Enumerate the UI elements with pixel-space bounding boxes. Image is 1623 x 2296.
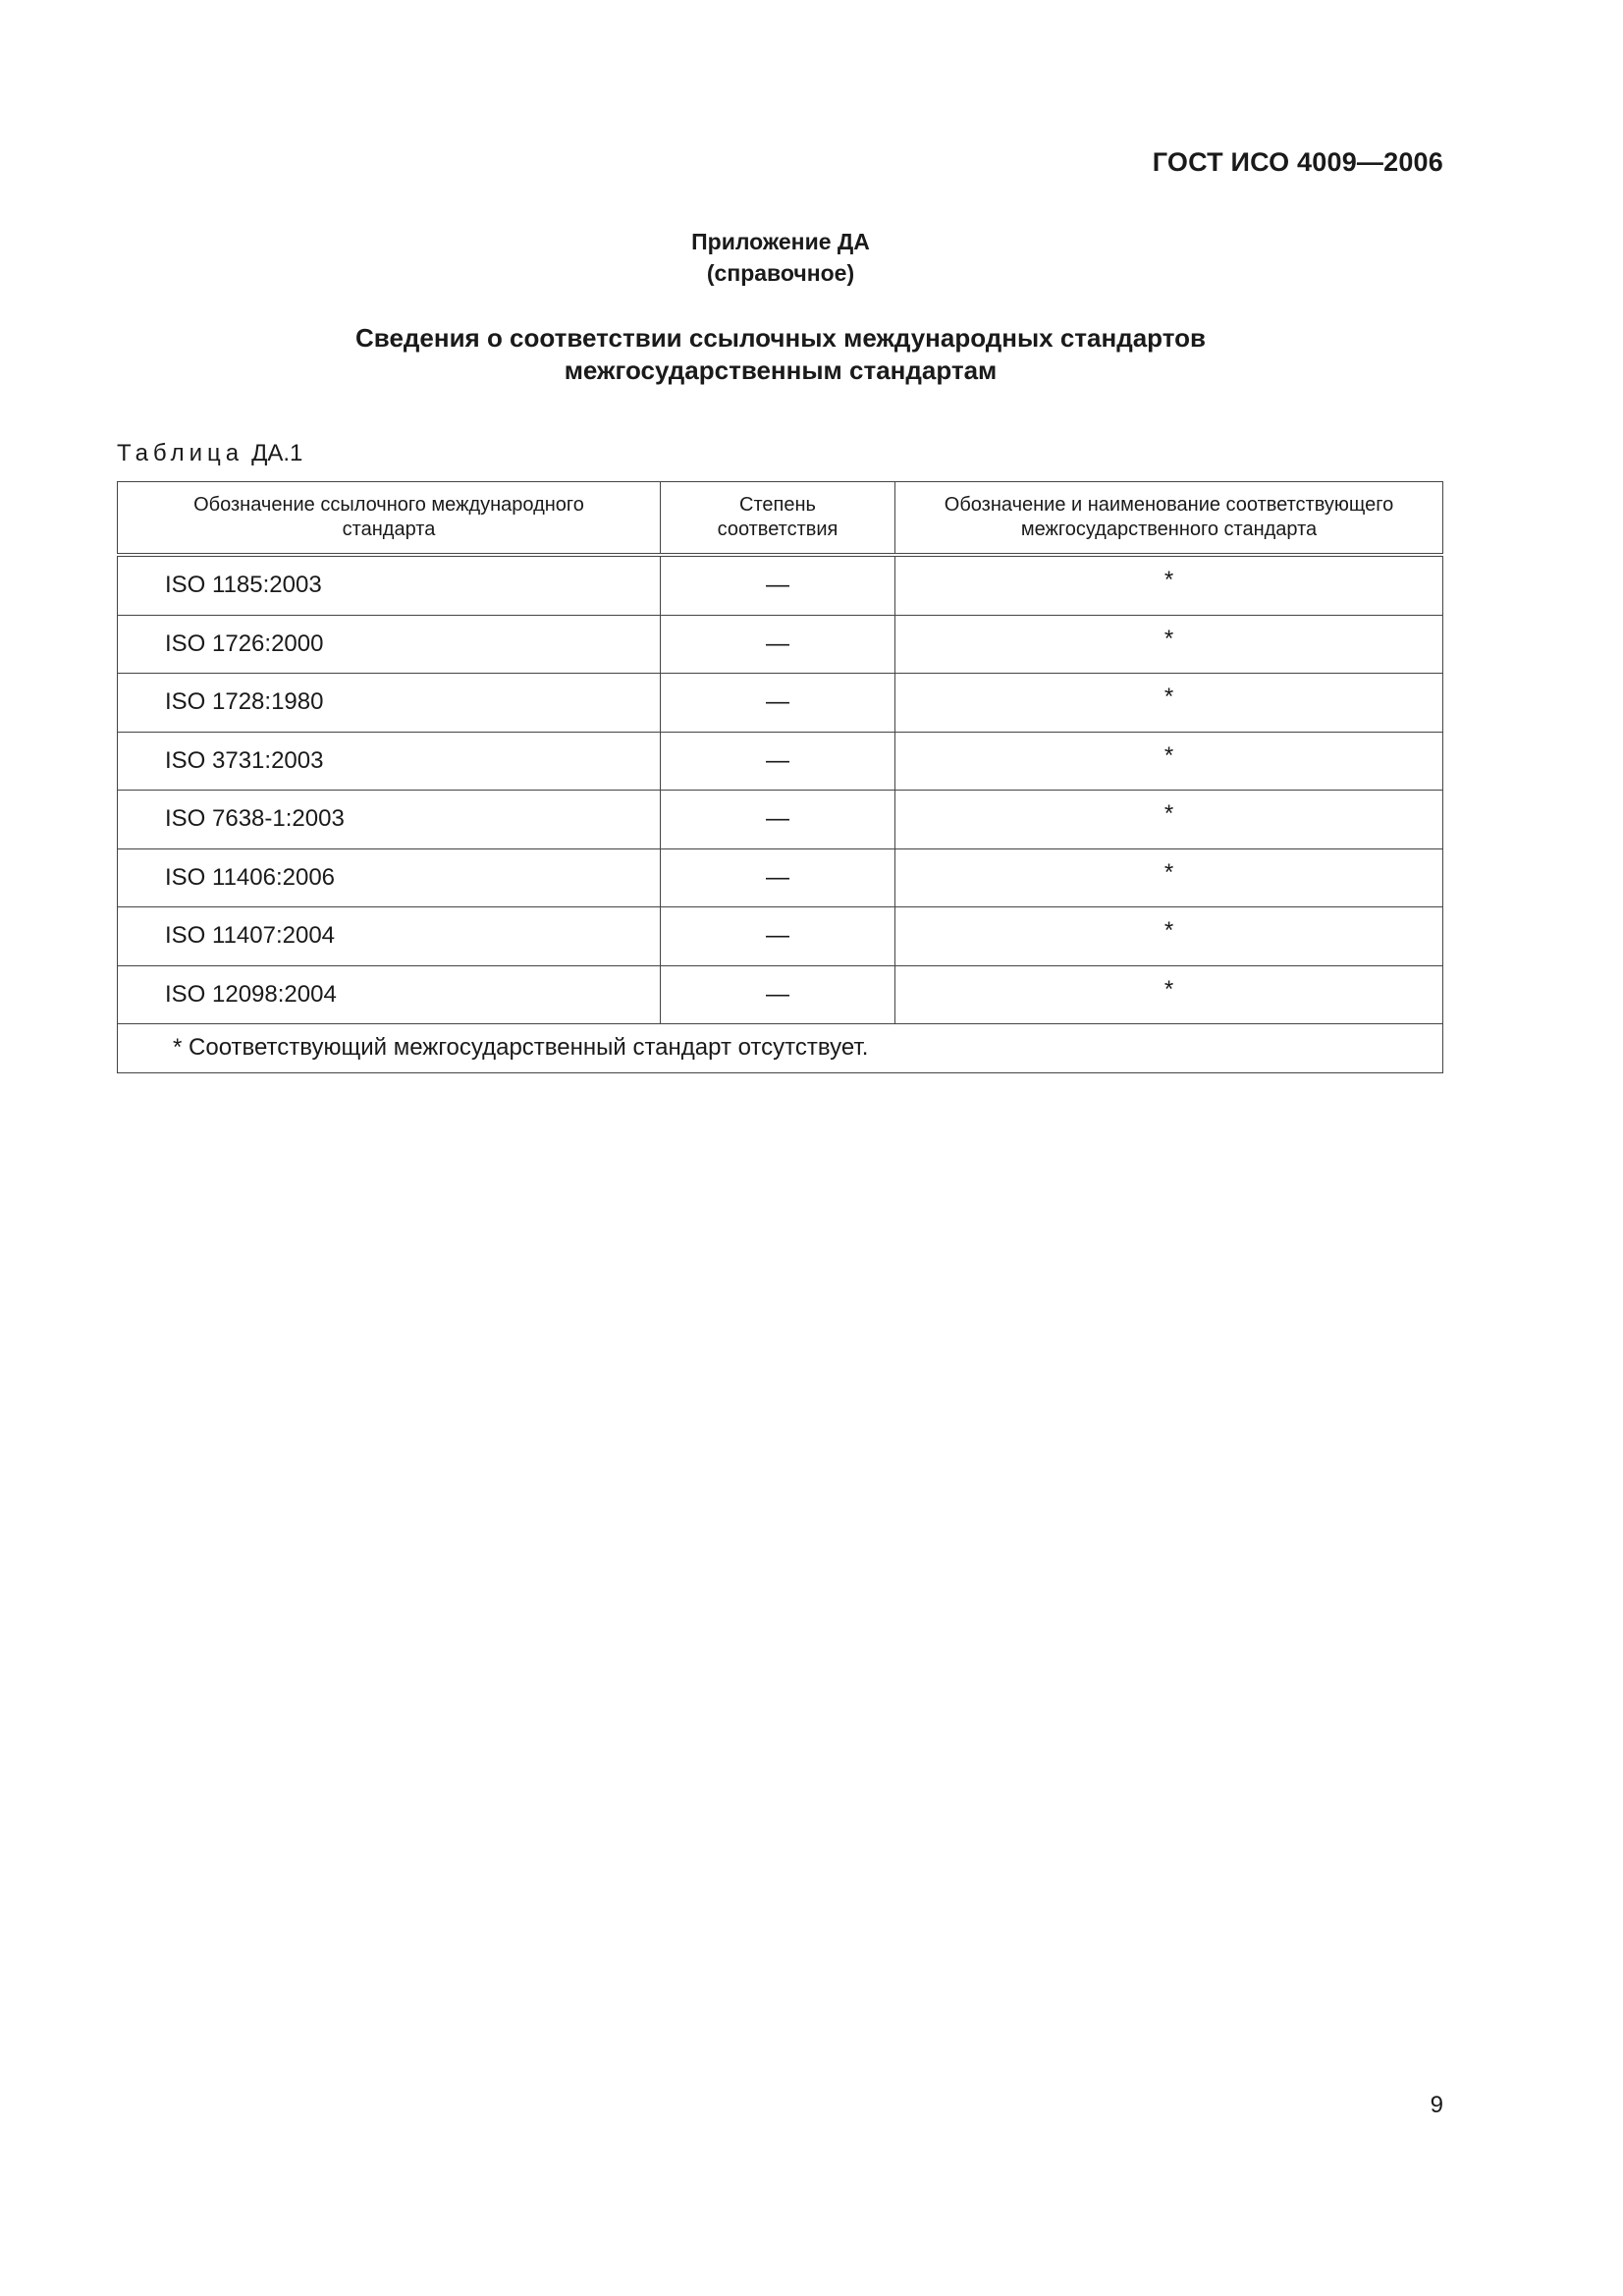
table-footnote-row bbox=[118, 1024, 1443, 1073]
cell-degree: — bbox=[661, 674, 895, 733]
table-row bbox=[118, 848, 1443, 907]
cell-standard: ISO 11406:2006 bbox=[118, 848, 661, 907]
cell-interstate: * bbox=[895, 555, 1443, 615]
table-row bbox=[118, 791, 1443, 849]
column-header-degree: Степень соответствия bbox=[661, 482, 895, 556]
table-caption-number: ДА.1 bbox=[251, 440, 303, 466]
table-row bbox=[118, 907, 1443, 966]
cell-standard: ISO 1728:1980 bbox=[118, 674, 661, 733]
cell-interstate: * bbox=[895, 732, 1443, 791]
cell-degree: — bbox=[661, 965, 895, 1024]
page-number: 9 bbox=[1430, 2092, 1443, 2118]
table-row bbox=[118, 615, 1443, 674]
cell-degree: — bbox=[661, 848, 895, 907]
cell-degree: — bbox=[661, 555, 895, 615]
cell-interstate: * bbox=[895, 674, 1443, 733]
cell-standard: ISO 1185:2003 bbox=[118, 555, 661, 615]
table-row bbox=[118, 674, 1443, 733]
table-row bbox=[118, 555, 1443, 615]
document-code: ГОСТ ИСО 4009—2006 bbox=[1152, 147, 1443, 177]
cell-interstate: * bbox=[895, 907, 1443, 966]
cell-interstate: * bbox=[895, 615, 1443, 674]
cell-standard: ISO 3731:2003 bbox=[118, 732, 661, 791]
table-caption-word: Таблица bbox=[117, 440, 244, 466]
cell-interstate: * bbox=[895, 965, 1443, 1024]
cell-degree: — bbox=[661, 907, 895, 966]
section-title-line-2: межгосударственным стандартам bbox=[564, 355, 998, 385]
column-header-international-standard: Обозначение ссылочного международного стандарта bbox=[118, 482, 661, 556]
table-caption bbox=[117, 440, 302, 467]
cell-standard: ISO 11407:2004 bbox=[118, 907, 661, 966]
cell-interstate: * bbox=[895, 848, 1443, 907]
appendix-title: Приложение ДА bbox=[691, 229, 870, 254]
section-title-line-1: Сведения о соответствии ссылочных международных стандартов bbox=[355, 323, 1206, 353]
table-footnote: * Соответствующий межгосударственный стандарт отсутствует. bbox=[118, 1024, 1443, 1073]
cell-degree: — bbox=[661, 791, 895, 849]
cell-interstate: * bbox=[895, 791, 1443, 849]
column-header-interstate-standard: Обозначение и наименование соответствующего межгосударственного стандарта bbox=[895, 482, 1443, 556]
table-row bbox=[118, 732, 1443, 791]
cell-standard: ISO 12098:2004 bbox=[118, 965, 661, 1024]
table-row bbox=[118, 965, 1443, 1024]
conformity-table bbox=[117, 481, 1443, 1073]
cell-standard: ISO 1726:2000 bbox=[118, 615, 661, 674]
cell-degree: — bbox=[661, 732, 895, 791]
table-header-row bbox=[118, 482, 1443, 556]
cell-degree: — bbox=[661, 615, 895, 674]
appendix-type: (справочное) bbox=[706, 260, 855, 286]
cell-standard: ISO 7638-1:2003 bbox=[118, 791, 661, 849]
